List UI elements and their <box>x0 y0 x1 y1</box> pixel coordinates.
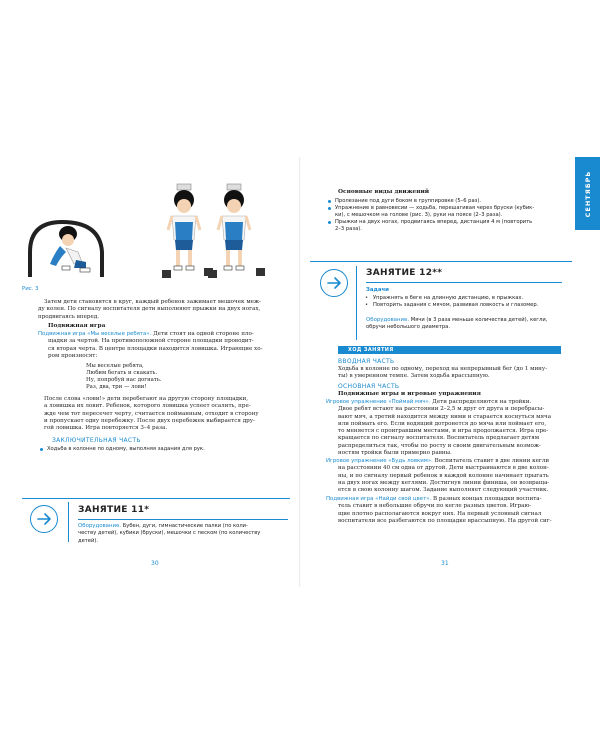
lesson12-arrow-circle <box>320 269 348 297</box>
text-line: на двух ногах между кеглями. Достигнув линии финиша, он возвраща- <box>338 479 550 486</box>
poem-line: Раз, два, три — лови! <box>86 384 147 390</box>
text-line <box>326 458 564 465</box>
month-tab <box>575 157 600 230</box>
game-block <box>38 331 288 360</box>
lesson11-arrow-circle <box>30 505 58 533</box>
intro-text <box>338 366 564 381</box>
text-line: ду колен. По сигналу воспитателя дети выполняют прыжки на двух ногах, <box>38 306 261 313</box>
text-line: и пропускает одну перебежку. После двух перебежек выбирается дру- <box>44 417 255 424</box>
lesson11-divider <box>68 502 69 542</box>
text-line: Ходьба в колонне по одному, переход на непрерывный бег (до 1 мину- <box>338 366 548 372</box>
text-line: или поймать его. Если водящий дотронется до мяча или поймает его, <box>338 420 547 427</box>
text-line <box>38 331 288 338</box>
text-line: После слова «лови!» дети перебегают на другую сторону площадки, <box>44 396 248 402</box>
child-under-arch-illustration <box>30 222 102 277</box>
text-line: распределиться так, чтобы по росту и своим двигательным возмож- <box>338 442 541 449</box>
lesson11-top-rule <box>22 498 290 499</box>
page-fold <box>299 157 301 587</box>
bullet-item <box>326 205 562 219</box>
page-number-right: 31 <box>441 560 449 567</box>
text-line: то меняется с проигравшим местами, и игра продолжается. Игра пре- <box>338 428 549 435</box>
task-item <box>364 295 564 302</box>
bullet-text: Упражнение в равновесии — ходьба, перешагивая через бруски (кубик- ки), с мешочком на голове (рис. 3), руки на поясе (2–3 раза). <box>335 205 535 218</box>
exercise-3 <box>326 496 564 525</box>
page-number-left: 30 <box>151 560 159 567</box>
course-bar-label: ХОД ЗАНЯТИЯ <box>348 347 394 353</box>
lesson11-equipment <box>78 523 290 545</box>
exercise-text: Воспитатель ставит в две линии кегли <box>432 458 550 464</box>
task-text: Повторить задания с мячом, развивая ловкость и глазомер. <box>373 302 539 308</box>
text-line: ны, и по сигналу первый ребенок в каждой колонне начинает прыгать <box>338 472 549 479</box>
text-line: гой ловишка. Игра повторяется 3–4 раза. <box>44 425 168 432</box>
arrow-right-icon <box>31 506 57 532</box>
lesson12-divider <box>356 266 357 340</box>
tasks-list <box>364 295 564 309</box>
bullet-item <box>326 219 562 233</box>
text-line: Затем дети становятся в круг, каждый ребенок зажимает мешочек меж- <box>44 299 262 305</box>
text-line: ется в свою колонну шагом. Задание выполняет следующий участник. <box>338 487 549 494</box>
equipment-label: Оборудование. <box>366 317 410 323</box>
lesson11-title-rule <box>78 519 288 520</box>
child-balancing-illustration <box>208 184 265 278</box>
basic-bullets <box>326 198 562 233</box>
text-line: кращается по сигналу воспитателя. Воспитатель предлагает детям <box>338 435 540 442</box>
poem-line: Ну, попробуй нас догнать. <box>86 377 162 383</box>
text-line: Двое ребят встают на расстоянии 2–2,5 м друг от друга и перебрасы- <box>338 406 545 413</box>
final-bullet <box>38 446 297 453</box>
text-line <box>366 317 566 324</box>
task-text: Упражнять в беге на длинную дистанцию, в прыжках. <box>373 295 524 301</box>
fig3-illustration <box>22 182 292 282</box>
bullet-item <box>326 198 562 205</box>
poem-line: Мы веселые ребята, <box>86 363 144 369</box>
text-line: ром произносят: <box>48 352 98 359</box>
month-tab-label: СЕНТЯБРЬ <box>583 170 592 217</box>
lesson11-title: ЗАНЯТИЕ 11* <box>78 505 150 515</box>
text-line: ностям тройки были примерно равны. <box>338 450 452 457</box>
game-heading: Подвижная игра <box>48 323 106 329</box>
left-intro <box>38 299 288 321</box>
main-part-head: ОСНОВНАЯ ЧАСТЬ <box>338 383 400 390</box>
equipment-label: Оборудование. <box>78 523 122 529</box>
equipment-text: Бубен, дуги, гимнастические палки (по коли- <box>121 523 248 529</box>
text-line: обручи небольшого диаметра. <box>366 324 451 331</box>
after-poem <box>38 396 288 432</box>
text-line: тель ставит в небольшие обручи по кегле разных цветов. Играю- <box>338 503 532 510</box>
text-line: воспитатели все разбегаются по площадке врассыпную. На другой сиг- <box>338 517 552 524</box>
text-line: продвигаясь вперед. <box>38 313 100 320</box>
text-line: жде чем тот пересечет черту, считается пойманным, отходит в сторону <box>44 410 259 417</box>
poem <box>38 363 288 391</box>
intro-part-head: ВВОДНАЯ ЧАСТЬ <box>338 358 395 365</box>
task-item <box>364 302 564 309</box>
bullet-text: Пролезание под дуги боком в группировке (5–6 раз). <box>335 198 482 204</box>
bullet-text: Прыжки на двух ногах, продвигаясь вперед, дистанция 4 м (повторить 2–3 раза). <box>335 219 533 232</box>
poem-line: Любим бегать и скакать. <box>86 370 158 376</box>
exercise-text: Дети распределяются на тройки. <box>430 399 532 405</box>
exercise-text: В разных концах площадки воспита- <box>431 496 542 502</box>
final-bullet-text: Ходьба в колонне по одному, выполняя задания для рук. <box>47 446 205 452</box>
text-line: щие плотно располагаются вокруг них. На первый условный сигнал <box>338 510 542 517</box>
lesson12-equipment <box>366 317 566 332</box>
main-subhead: Подвижные игры и игровые упражнения <box>338 391 481 397</box>
text-line: на расстоянии 40 см одна от другой. Дети выстраиваются в две колон- <box>338 465 549 472</box>
text-line: детей). <box>78 537 99 544</box>
exercise-2 <box>326 458 564 494</box>
final-part-head: ЗАКЛЮЧИТЕЛЬНАЯ ЧАСТЬ <box>52 437 141 444</box>
tasks-label: Задачи <box>366 287 389 293</box>
text-line: щадки за чертой. На противоположной стороне площадки проводит- <box>48 338 254 345</box>
text-line: ты) в умеренном темпе. Затем ходьба врассыпную. <box>338 373 490 380</box>
exercise-1 <box>326 399 564 457</box>
exercise-label: Подвижная игра «Найди свой цвет». <box>326 496 432 502</box>
text-line: честву детей), кубики (бруски), мешочки с песком (по количеству <box>78 530 261 537</box>
text-line: а ловишка их ловит. Ребенок, которого ловишка успеет осалить, пре- <box>44 403 251 410</box>
equipment-text: Мячи (в 3 раза меньше количества детей), кегли, <box>409 317 548 323</box>
arrow-right-icon <box>321 270 347 296</box>
basic-movements-heading: Основные виды движений <box>338 189 430 195</box>
text-line: ся вторая черта. В центре площадки находится ловишка. Играющие хо- <box>48 345 263 352</box>
child-balancing-illustration <box>162 184 213 278</box>
exercise-label: Игровое упражнение «Поймай мяч». <box>326 399 431 405</box>
text-line: вают мяч, а третий находится между ними и старается коснуться мяча <box>338 413 552 420</box>
lesson12-title: ЗАНЯТИЕ 12** <box>366 268 443 278</box>
exercise-label: Игровое упражнение «Будь ловким». <box>326 458 433 464</box>
fig-caption: Рис. 3 <box>22 286 39 292</box>
game-label: Подвижная игра «Мы веселые ребята». <box>38 331 152 337</box>
lesson12-title-rule <box>366 282 562 283</box>
course-bar <box>338 346 561 354</box>
game-text: Дети стоят на одной стороне пло- <box>151 331 254 337</box>
lesson12-top-rule <box>310 261 572 262</box>
